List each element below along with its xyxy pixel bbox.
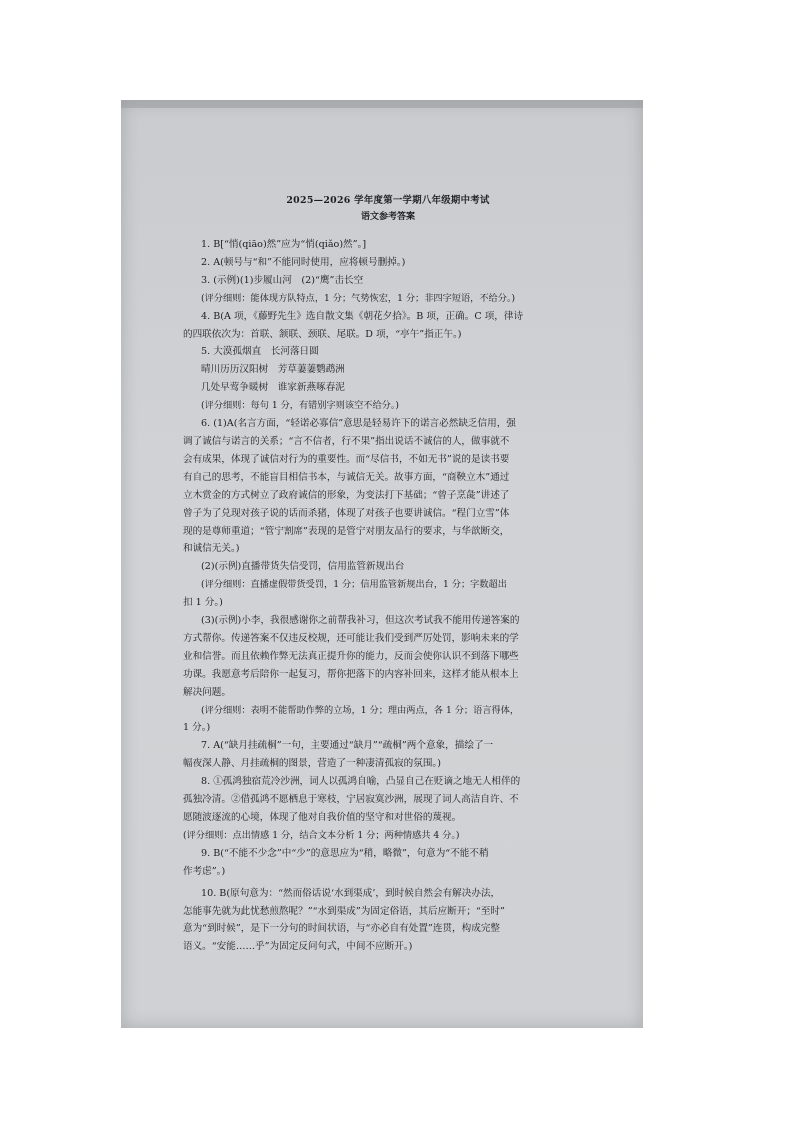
scoring-note: (评分细则：每句 1 分，有错别字则该空不给分。): [201, 400, 400, 412]
scoring-note: (评分细则：能体现方队特点，1 分；气势恢宏，1 分；非四字短语，不给分。): [201, 292, 516, 304]
answer-line: (3)(示例)小李，我很感谢你之前帮我补习，但这次考试我不能用传递答案的: [201, 615, 520, 627]
answer-line: 9. B(“不能不少念”中“少”的意思应为“稍，略微”，句意为“不能不稍: [201, 847, 489, 859]
answer-line: 5. 大漠孤烟直 长河落日圆: [201, 346, 319, 358]
scoring-note: (评分细则：点出情感 1 分，结合文本分析 1 分；两种情感共 4 分。): [183, 829, 460, 841]
answer-line: 愿随波逐流的心境，体现了他对自我价值的坚守和对世俗的蔑视。: [183, 812, 462, 823]
photographed-answer-sheet: [121, 100, 643, 1028]
answer-line: (2)(示例)直播带货失信受罚，信用监管新规出台: [201, 561, 405, 573]
answer-line: 业和信誉。而且依赖作弊无法真正提升你的能力，反而会使你认识不到落下哪些: [183, 650, 519, 662]
scoring-note: (评分细则：直播虚假带货受罚，1 分；信用监管新规出台，1 分；字数超出: [201, 579, 507, 591]
scoring-note: 扣 1 分。): [183, 597, 223, 609]
answer-line: 10. B(原句意为：“然而俗话说‘水到渠成’，到时候自然会有解决办法，: [201, 887, 501, 899]
answer-line: 2. A(顿号与“和”不能同时使用，应将顿号删掉。): [201, 256, 406, 268]
answer-line: 幅夜深人静、月挂疏桐的图景，营造了一种凄清孤寂的氛围。): [183, 758, 441, 770]
scoring-note: 1 分。): [183, 722, 211, 734]
answer-line: 作考虑”。): [183, 865, 226, 877]
answer-line: 语义。“安能……乎”为固定反问句式，中间不应断开。): [183, 941, 413, 953]
answer-line: 会有成果，体现了诚信对行为的重要性。而“尽信书，不如无书”说的是读书要: [183, 453, 510, 465]
answer-line: 和诚信无关。): [183, 543, 240, 555]
answer-line: 调了诚信与诺言的关系；“言不信者，行不果”指出说话不诚信的人，做事就不: [183, 435, 510, 447]
answer-line: 现的是尊师重道；“管宁割席”表现的是管宁对朋友品行的要求，与华歆断交，: [183, 525, 510, 537]
answer-line: 4. B(A 项，《藤野先生》选自散文集《朝花夕拾》。B 项，正确。C 项，律诗: [201, 310, 524, 322]
answer-line: 3. (示例)(1)步履山河 (2)“鹰”击长空: [201, 274, 364, 286]
answer-line: 8. ①孤鸿独宿荒冷沙洲，词人以孤鸿自喻，凸显自己在贬谪之地无人相伴的: [201, 776, 521, 788]
answer-line: 的四联依次为：首联、颔联、颈联、尾联。D 项，“亭午”指正午。): [183, 328, 462, 340]
answer-line: 6. (1)A(名言方面，“轻诺必寡信”意思是轻易许下的诺言必然缺乏信用，强: [201, 418, 516, 430]
answer-line: 立木赏金的方式树立了政府诚信的形象，为变法打下基础；“曾子烹彘”讲述了: [183, 489, 510, 501]
answer-line: 功课。我愿意考后陪你一起复习，帮你把落下的内容补回来，这样才能从根本上: [183, 668, 519, 680]
answer-line: 有自己的思考，不能盲目相信书本，与诚信无关。故事方面，“商鞅立木”通过: [183, 471, 510, 483]
answer-line: 7. A(“缺月挂疏桐”一句，主要通过“缺月”“疏桐”两个意象，描绘了一: [201, 740, 494, 752]
answer-line: 1. B[“悄(qiāo)然”应为“悄(qiǎo)然”。]: [201, 239, 367, 250]
answer-line: 几处早莺争暖树 谁家新燕啄春泥: [201, 382, 345, 394]
answer-line: 方式帮你。传递答案不仅违反校规，还可能让我们受到严厉处罚，影响未来的学: [183, 632, 519, 644]
document-subtitle: 语文参考答案: [360, 212, 415, 222]
answer-key-content: [183, 192, 593, 956]
answer-line: 意为“到时候”，是下一分句的时间状语，与“亦必自有处置”连贯，构成完整: [183, 923, 501, 935]
answer-line: 曾子为了兑现对孩子说的话而杀猪，体现了对孩子也要讲诚信。“程门立雪”体: [183, 507, 510, 519]
answer-line: 孤独冷清。②借孤鸿不愿栖息于寒枝，宁居寂寞沙洲，展现了词人高洁自许、不: [183, 794, 519, 806]
answer-line: 解决问题。: [183, 686, 231, 698]
document-title: 2025—2026 学年度第一学期八年级期中考试: [286, 195, 490, 206]
answer-line: 怎能事先就为此忧愁煎熬呢？”“水到渠成”为固定俗语，其后应断开；“至时”: [183, 905, 505, 917]
scoring-note: (评分细则：表明不能帮助作弊的立场，1 分；理由两点，各 1 分；语言得体，: [201, 704, 520, 716]
answer-line: 晴川历历汉阳树 芳草萋萋鹦鹉洲: [201, 364, 345, 376]
